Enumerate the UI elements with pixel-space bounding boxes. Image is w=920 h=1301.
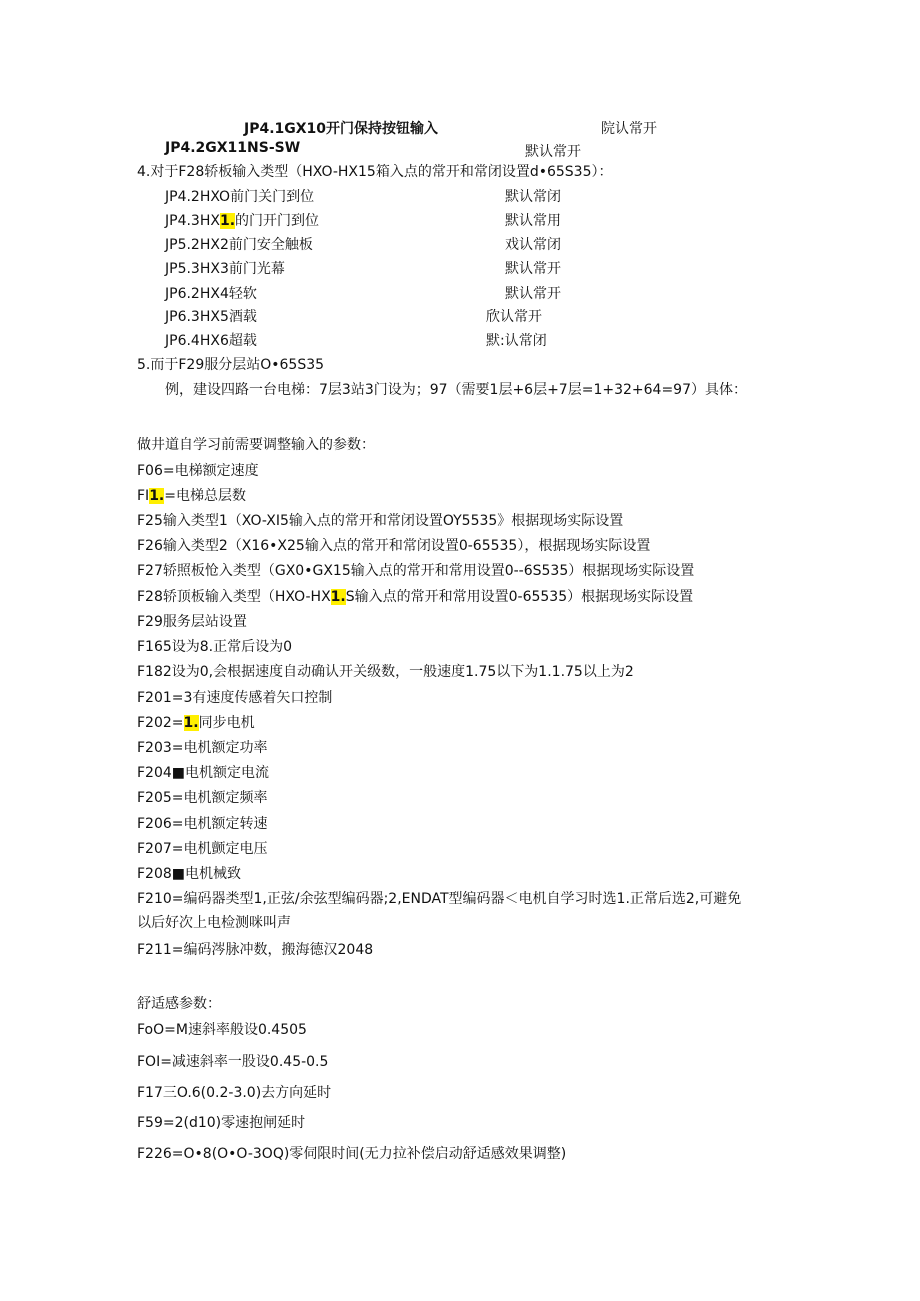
- shaft-param-line: F205=电机额定频率: [137, 790, 268, 806]
- comfort-param-line: F59=2(d10)零速抱闸延时: [137, 1115, 306, 1131]
- section4-row-value: 欣认常开: [486, 309, 542, 325]
- shaft-param-line: F27轿照板怆入类型（GX0•GX15输入点的常开和常用设置0--6S535）根据现场实际设置: [137, 563, 695, 579]
- section4-row-label: JP5.2HX2前门安全触板: [165, 237, 313, 253]
- section4-row-label: JP5.3HX3前门光幕: [165, 261, 285, 277]
- shaft-param-line: F26输入类型2（X16•X25输入点的常开和常闭设置0-65535），根据现场实际设置: [137, 538, 651, 554]
- shaft-param-line: F207=电机颤定电压: [137, 841, 268, 857]
- shaft-param-line: F208■电机械致: [137, 866, 242, 882]
- shaft-param-line: F211=编码涔脉冲数，搬海德汉2048: [137, 942, 374, 958]
- comfort-param-line: F226=O•8(O•O-3OQ)零伺限时间(无力拉补偿启动舒适感效果调整): [137, 1146, 567, 1162]
- shaft-param-line: F202=1.同步电机: [137, 715, 255, 731]
- section5-example: 例，建设四路一台电梯：7层3站3门设为；97（需要1层+6层+7层=1+32+64=97）具体：: [165, 382, 747, 398]
- shaft-param-line: F182设为0,会根据速度自动确认开关级数，一般速度1.75以下为1.1.75以上为2: [137, 664, 634, 680]
- section4-row-label: JP4.2HXO前门关门到位: [165, 189, 315, 205]
- shaft-param-line: F201=3有速度传感着矢口控制: [137, 690, 333, 706]
- comfort-param-line: FOI=减速斜率一股设0.45-0.5: [137, 1054, 329, 1070]
- top-row2-value: 默认常开: [525, 144, 581, 160]
- highlight-mark: 1.: [219, 213, 236, 229]
- section4-row-value: 默认常开: [505, 261, 561, 277]
- comfort-heading: 舒适感参数：: [137, 996, 221, 1012]
- section4-row-value: 默认常闭: [505, 189, 561, 205]
- section4-row-value: 戏认常闭: [505, 237, 561, 253]
- highlight-mark: 1.: [330, 589, 346, 605]
- section4-row-label: JP6.2HX4轻软: [165, 286, 257, 302]
- section4-row-label: JP6.3HX5酒载: [165, 309, 257, 325]
- shaft-param-line: F203=电机额定功率: [137, 740, 268, 756]
- section4-row-value: 默认常用: [505, 213, 561, 229]
- highlight-mark: 1.: [149, 488, 165, 504]
- shaft-param-line: F165设为8.正常后设为0: [137, 639, 293, 655]
- shaft-param-line: 以后好次上电检测咪叫声: [137, 915, 291, 931]
- shaft-heading: 做井道自学习前需要调整输入的参数：: [137, 437, 375, 453]
- shaft-param-line: F29服务层站设置: [137, 614, 247, 630]
- highlight-mark: 1.: [183, 715, 199, 731]
- top-row1-value: 院认常开: [601, 121, 657, 137]
- section4-row-value: 默:认常闭: [486, 333, 547, 349]
- section5-heading: 5.而于F29服分层站O•65S35: [137, 357, 325, 373]
- section4-row-label: JP4.3HX1.的门开门到位: [165, 213, 320, 229]
- section4-row-label: JP6.4HX6超载: [165, 333, 257, 349]
- comfort-param-line: F17三O.6(0.2-3.0)去方向延时: [137, 1085, 332, 1101]
- top-row2-label: JP4.2GX11NS-SW: [165, 140, 301, 156]
- top-row1-label: JP4.1GX10开门保持按钮输入: [244, 121, 439, 137]
- shaft-param-line: F28轿顶板输入类型（HXO-HX1.S输入点的常开和常用设置0-65535）根据现场实际设置: [137, 589, 694, 605]
- comfort-param-line: FoO=M速斜率般设0.4505: [137, 1022, 307, 1038]
- section4-row-value: 默认常开: [505, 286, 561, 302]
- shaft-param-line: FI1.=电梯总层数: [137, 488, 246, 504]
- shaft-param-line: F06=电梯额定速度: [137, 463, 259, 479]
- shaft-param-line: F210=编码器类型1,正弦/余弦型编码器;2,ENDAT型编码器＜电机自学习时选1.正常后选2,可避免: [137, 891, 742, 907]
- shaft-param-line: F25输入类型1（XO-XI5输入点的常开和常闭设置OY5535》根据现场实际设置: [137, 513, 624, 529]
- shaft-param-line: F204■电机额定电流: [137, 765, 270, 781]
- shaft-param-line: F206=电机额定转速: [137, 816, 268, 832]
- section4-heading: 4.对于F28轿板输入类型（HXO-HX15箱入点的常开和常闭设置d•65S35）：: [137, 164, 613, 180]
